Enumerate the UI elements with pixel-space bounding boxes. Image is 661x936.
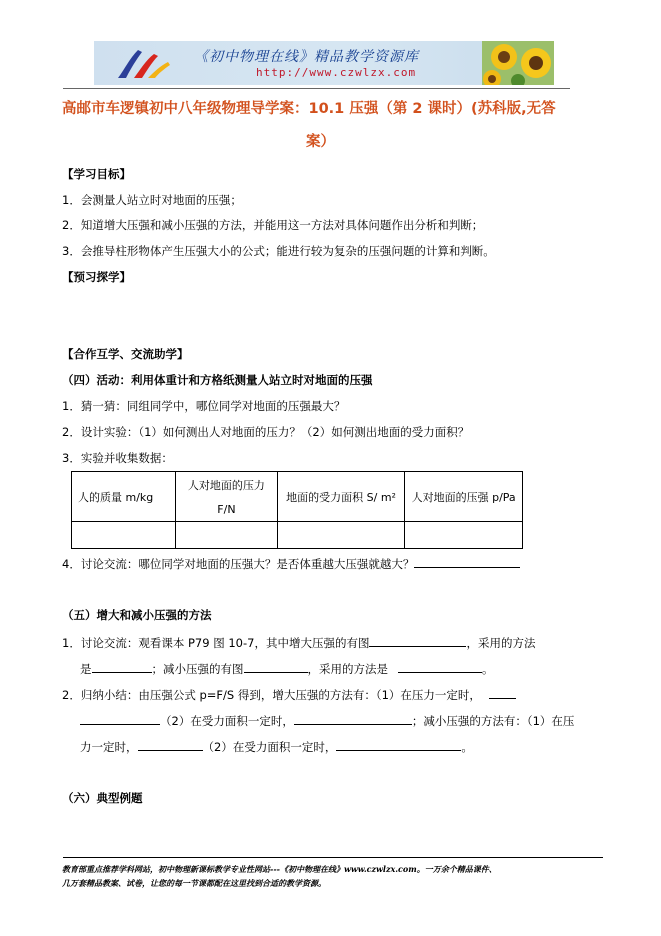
section6-heading: （六）典型例题 — [62, 791, 143, 805]
table-row — [72, 522, 523, 549]
table-cell[interactable] — [176, 522, 278, 549]
answer-blank[interactable] — [138, 738, 203, 751]
document-title-line2: 案） — [306, 134, 335, 150]
answer-blank[interactable] — [80, 712, 160, 725]
answer-blank[interactable] — [398, 660, 482, 673]
goals-heading: 【学习目标】 — [62, 167, 131, 181]
section5-p1-text-a: 1．讨论交流：观看课本 P79 图 10-7，其中增大压强的有图 — [62, 636, 370, 650]
section4-q2: 2．设计实验：（1）如何测出人对地面的压力？（2）如何测出地面的受力面积？ — [62, 425, 470, 439]
section4-q3: 3．实验并收集数据： — [62, 451, 173, 465]
table-header-row — [72, 472, 523, 522]
answer-blank[interactable] — [489, 686, 516, 699]
sunflower-icon — [482, 41, 554, 85]
section5-p1-text-b: ，采用的方法 — [466, 636, 536, 650]
table-header-area: 地面的受力面积 S/ m² — [277, 472, 404, 522]
section5-p1-line2 — [80, 660, 494, 677]
answer-blank[interactable] — [369, 634, 466, 647]
footer-line1: 教育部重点推荐学科网站，初中物理新课标教学专业性网站---《初中物理在线》www.czwlzx.com。一万余个精品课件、 — [62, 864, 497, 874]
table-header-force-line1: 人对地面的压力 — [187, 479, 265, 492]
header-banner — [94, 41, 554, 85]
banner-title: 《初中物理在线》精品教学资源库 — [194, 49, 419, 65]
table-header-force-line2: F/N — [217, 503, 236, 516]
answer-blank[interactable] — [244, 660, 308, 673]
section5-p1-text-e: ，采用的方法是 — [307, 662, 388, 676]
table-header-force — [176, 472, 278, 522]
table-cell[interactable] — [277, 522, 404, 549]
section5-heading: （五）增大和减小压强的方法 — [62, 608, 212, 622]
banner-url: http://www.czwlzx.com — [256, 66, 417, 79]
goal-item-3: 3．会推导柱形物体产生压强大小的公式；能进行较为复杂的压强问题的计算和判断。 — [62, 244, 495, 258]
section5-p1-text-c: 是 — [80, 662, 92, 676]
answer-blank[interactable] — [336, 738, 461, 751]
footer-line2: 几万套精品教案、试卷，让您的每一节课都配在这里找到合适的教学资源。 — [62, 878, 326, 888]
table-header-pressure: 人对地面的压强 p/Pa — [405, 472, 523, 522]
goal-item-2: 2．知道增大压强和减小压强的方法，并能用这一方法对具体问题作出分析和判断； — [62, 218, 484, 232]
section5-p1-line1 — [62, 634, 535, 651]
table-header-mass: 人的质量 m/kg — [72, 472, 176, 522]
answer-blank[interactable] — [92, 660, 152, 673]
table-cell[interactable] — [405, 522, 523, 549]
site-logo-icon — [108, 44, 178, 82]
section5-p2-line2 — [80, 712, 574, 729]
header-rule — [63, 88, 570, 89]
answer-blank[interactable] — [414, 555, 520, 568]
section5-p2-text-a: 2．归纳小结：由压强公式 p=F/S 得到，增大压强的方法有：（1）在压力一定时， — [62, 688, 481, 702]
section5-p2-text-e: （2）在受力面积一定时， — [202, 740, 337, 754]
section4-q4-text: 4．讨论交流：哪位同学对地面的压强大？是否体重越大压强就越大？ — [62, 557, 415, 571]
data-table — [71, 471, 523, 549]
preview-heading: 【预习探学】 — [62, 270, 131, 284]
section5-p2-line1 — [62, 686, 516, 703]
section5-p2-text-c: ；减小压强的方法有：（1）在压 — [411, 714, 575, 728]
section4-heading: （四）活动：利用体重计和方格纸测量人站立时对地面的压强 — [62, 373, 373, 387]
goal-item-1: 1．会测量人站立时对地面的压强； — [62, 193, 242, 207]
section4-q4 — [62, 555, 520, 572]
section5-p1-text-f: 。 — [482, 662, 494, 676]
answer-blank[interactable] — [294, 712, 412, 725]
section5-p2-text-b: （2）在受力面积一定时， — [160, 714, 294, 728]
section5-p2-text-d: 力一定时， — [80, 740, 138, 754]
section5-p2-line3 — [80, 738, 473, 755]
section5-p2-text-f: 。 — [461, 740, 473, 754]
section5-p1-text-d: ；减小压强的有图 — [151, 662, 244, 676]
section4-q1: 1．猜一猜：同组同学中，哪位同学对地面的压强最大？ — [62, 399, 346, 413]
coop-heading: 【合作互学、交流助学】 — [62, 347, 189, 361]
footer-rule — [63, 857, 603, 858]
document-title-line1: 高邮市车逻镇初中八年级物理导学案：10.1 压强（第 2 课时）(苏科版,无答 — [62, 101, 556, 117]
table-cell[interactable] — [72, 522, 176, 549]
